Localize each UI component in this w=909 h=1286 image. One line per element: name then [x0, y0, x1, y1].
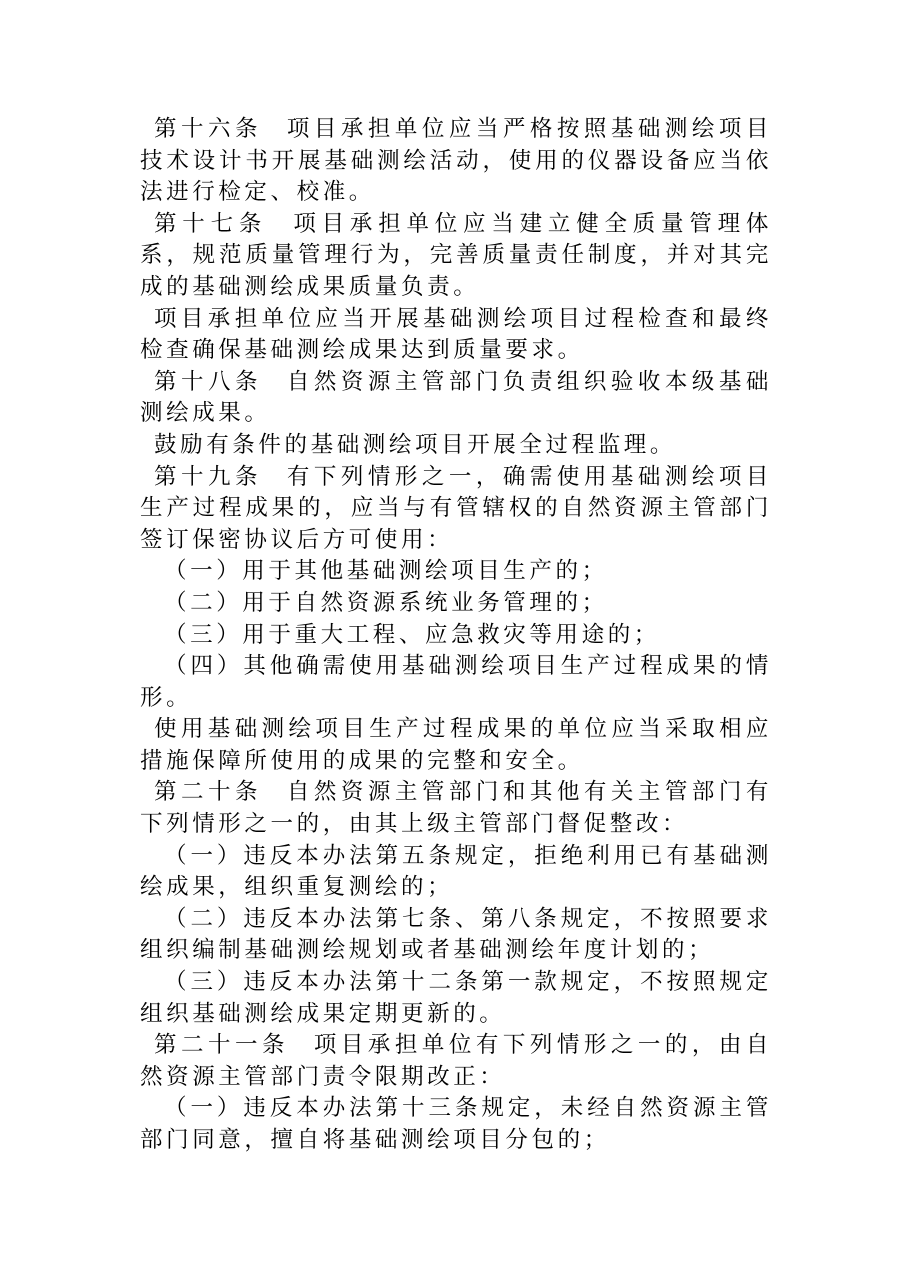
article-20-item-2: （二）违反本办法第七条、第八条规定，不按照要求组织编制基础测绘规划或者基础测绘年度计划的； — [140, 905, 772, 964]
article-text: 有下列情形之一，确需使用基础测绘项目生产过程成果的，应当与有管辖权的自然资源主管部门签订保密协议后方可使用： — [140, 463, 772, 553]
article-20 — [140, 777, 772, 840]
article-20-item-1: （一）违反本办法第五条规定，拒绝利用已有基础测绘成果，组织重复测绘的； — [140, 842, 772, 901]
article-19-item-4: （四）其他确需使用基础测绘项目生产过程成果的情形。 — [140, 653, 772, 711]
article-18-paragraph-2: 鼓励有条件的基础测绘项目开展全过程监理。 — [154, 431, 677, 458]
article-19-paragraph-2: 使用基础测绘项目生产过程成果的单位应当采取相应措施保障所使用的成果的完整和安全。 — [140, 716, 772, 774]
article-18 — [140, 367, 772, 430]
article-21 — [140, 1030, 772, 1093]
article-number: 第二十一条 — [154, 1032, 289, 1059]
article-16 — [140, 114, 772, 209]
article-21-item-1: （一）违反本办法第十三条规定，未经自然资源主管部门同意，擅自将基础测绘项目分包的； — [140, 1095, 772, 1153]
article-number: 第十六条 — [154, 116, 262, 142]
article-text: 自然资源主管部门和其他有关主管部门有下列情形之一的，由其上级主管部门督促整改： — [140, 779, 772, 838]
article-number: 第十七条 — [154, 210, 268, 237]
article-19 — [140, 462, 772, 557]
article-text: 项目承担单位有下列情形之一的，由自然资源主管部门责令限期改正： — [140, 1032, 772, 1090]
article-20-item-3: （三）违反本办法第十二条第一款规定，不按照规定组织基础测绘成果定期更新的。 — [140, 969, 772, 1027]
document-page — [140, 114, 772, 1157]
article-19-item-1: （一）用于其他基础测绘项目生产的； — [164, 558, 608, 585]
article-19-item-2: （二）用于自然资源系统业务管理的； — [164, 589, 608, 616]
article-number: 第十八条 — [154, 368, 262, 395]
article-19-item-3: （三）用于重大工程、应急救灾等用途的； — [164, 621, 660, 648]
article-text: 项目承担单位应当建立健全质量管理体系，规范质量管理行为，完善质量责任制度，并对其完成的基础测绘成果质量负责。 — [140, 210, 773, 300]
article-text: 项目承担单位应当严格按照基础测绘项目技术设计书开展基础测绘活动，使用的仪器设备应当依法进行检定、校准。 — [140, 116, 772, 206]
article-number: 第二十条 — [154, 779, 262, 806]
article-number: 第十九条 — [154, 463, 262, 490]
article-17 — [140, 209, 772, 304]
article-text: 自然资源主管部门负责组织验收本级基础测绘成果。 — [140, 368, 772, 427]
article-17-paragraph-2: 项目承担单位应当开展基础测绘项目过程检查和最终检查确保基础测绘成果达到质量要求。 — [140, 305, 772, 364]
